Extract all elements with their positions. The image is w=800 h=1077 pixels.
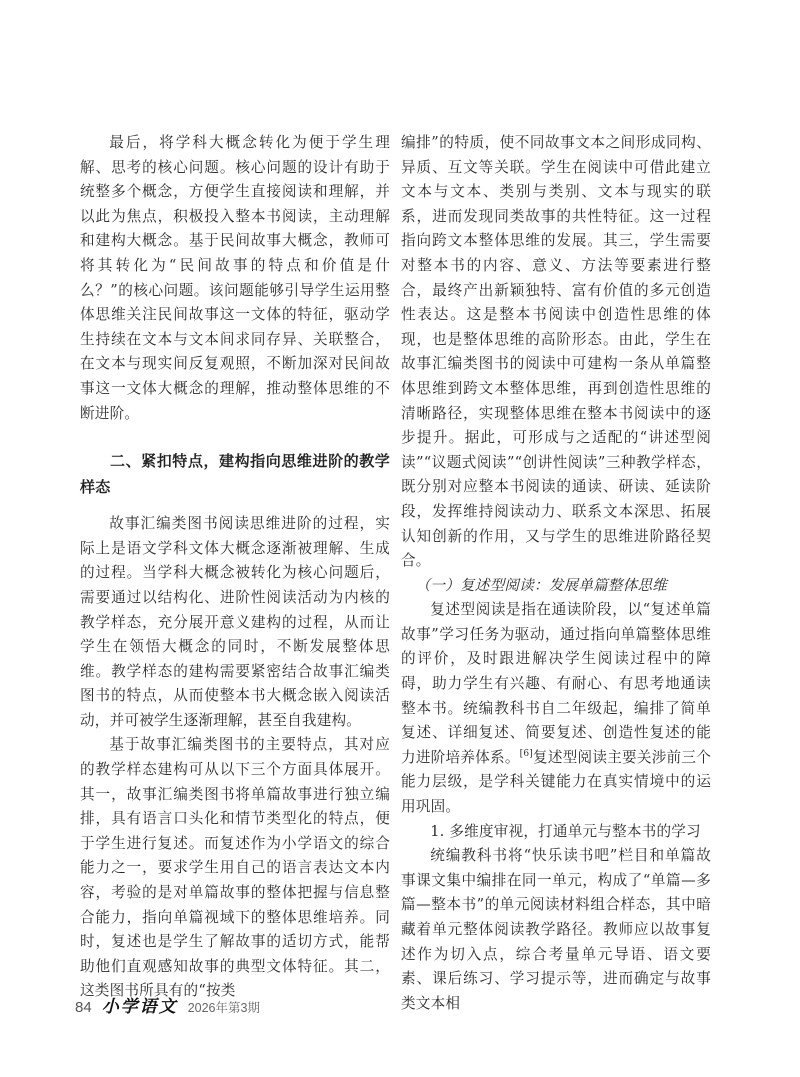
- journal-logo: 小学语文: [101, 997, 178, 1017]
- page-number: 84: [75, 999, 92, 1016]
- item-heading: 1. 多维度审视，打通单元与整本书的学习: [430, 822, 701, 840]
- right-column: [401, 131, 711, 1016]
- left-column: [80, 131, 390, 1004]
- paragraph-text: 复述型阅读主要关涉前三个能力层级，是学科关键能力在真实情境中的运用巩固。: [401, 748, 711, 816]
- paragraph: 最后，将学科大概念转化为便于学生理解、思考的核心问题。核心问题的设计有助于统整多个概念，方便学生直接阅读和理解，并以此为焦点，积极投入整本书阅读，主动理解和建构大概念。基于民间故事大概念，教师可将其转化为“民间故事的特点和价值是什么？”的核心问题。该问题能够引导学生运用整体思维关注民间故事这一文体的特征，驱动学生持续在文本与文本间求同存异、关联整合，在文本与现实间反复观照，不断加深对民间故事这一文体大概念的理解，推动整体思维的不断进阶。: [80, 134, 390, 422]
- subsection-heading: （一）复述型阅读：发展单篇整体思维: [415, 576, 668, 594]
- paragraph: 故事汇编类图书阅读思维进阶的过程，实际上是语文学科文体大概念逐渐被理解、生成的过程。当学科大概念被转化为核心问题后，需要通过以结构化、进阶性阅读活动为内核的教学样态，充分展开意义建构的过程，从而让学生在领悟大概念的同时，不断发展整体思维。教学样态的建构需要紧密结合故事汇编类图书的特点，从而使整本书大概念嵌入阅读活动，并可被学生逐渐理解，甚至自我建构。: [80, 515, 390, 729]
- page-footer: [75, 992, 260, 1017]
- paragraph: [401, 598, 711, 819]
- paragraph: 编排”的特质，使不同故事文本之间形成同构、异质、互文等关联。学生在阅读中可借此建立文本与文本、类别与类别、文本与现实的联系，进而发现同类故事的共性特征。这一过程指向跨文本整体思维的发展。其三，学生需要对整本书的内容、意义、方法等要素进行整合，最终产出新颖独特、富有价值的多元创造性表达。这是整本书阅读中创造性思维的体现，也是整体思维的高阶形态。由此，学生在故事汇编类图书的阅读中可建构一条从单篇整体思维到跨文本整体思维，再到创造性思维的清晰路径，实现整体思维在整本书阅读中的逐步提升。据此，可形成与之适配的“讲述型阅读”“议题式阅读”“创讲性阅读”三种教学样态，既分别对应整本书阅读的通读、研读、延读阶段，发挥维持阅读动力、联系文本深思、拓展认知创新的作用，又与学生的思维进阶路径契合。: [401, 134, 711, 570]
- issue-label: 2026年第3期: [187, 1001, 260, 1015]
- citation-reference: [6]: [519, 748, 534, 759]
- paragraph: 统编教科书将“快乐读书吧”栏目和单篇故事课文集中编排在同一单元，构成了“单篇—多篇—整本书”的单元阅读材料组合样态，其中暗藏着单元整体阅读教学路径。教师应以故事复述作为切入点，综合考量单元导语、语文要素、课后练习、学习提示等，进而确定与故事类文本相: [401, 847, 711, 1012]
- paragraph-text: 复述型阅读是指在通读阶段，以“复述单篇故事”学习任务为驱动，通过指向单篇整体思维的评价，及时跟进解决学生阅读过程中的障碍，助力学生有兴趣、有耐心、有思考地通读整本书。统编教科书自二年级起，编排了简单复述、详细复述、简要复述、创造性复述的能力进阶培养体系。: [401, 601, 711, 766]
- section-heading: 二、紧扣特点，建构指向思维进阶的教学样态: [80, 452, 390, 497]
- paragraph: 基于故事汇编类图书的主要特点，其对应的教学样态建构可从以下三个方面具体展开。其一，故事汇编类图书将单篇故事进行独立编排，具有语言口头化和情节类型化的特点，便于学生进行复述。而复述作为小学语文的综合能力之一，要求学生用自己的语言表达文本内容，考验的是对单篇故事的整体把握与信息整合能力，指向单篇视域下的整体思维培养。同时，复述也是学生了解故事的适切方式，能帮助他们直观感知故事的典型文体特征。其二，这类图书所具有的“按类: [80, 736, 390, 1000]
